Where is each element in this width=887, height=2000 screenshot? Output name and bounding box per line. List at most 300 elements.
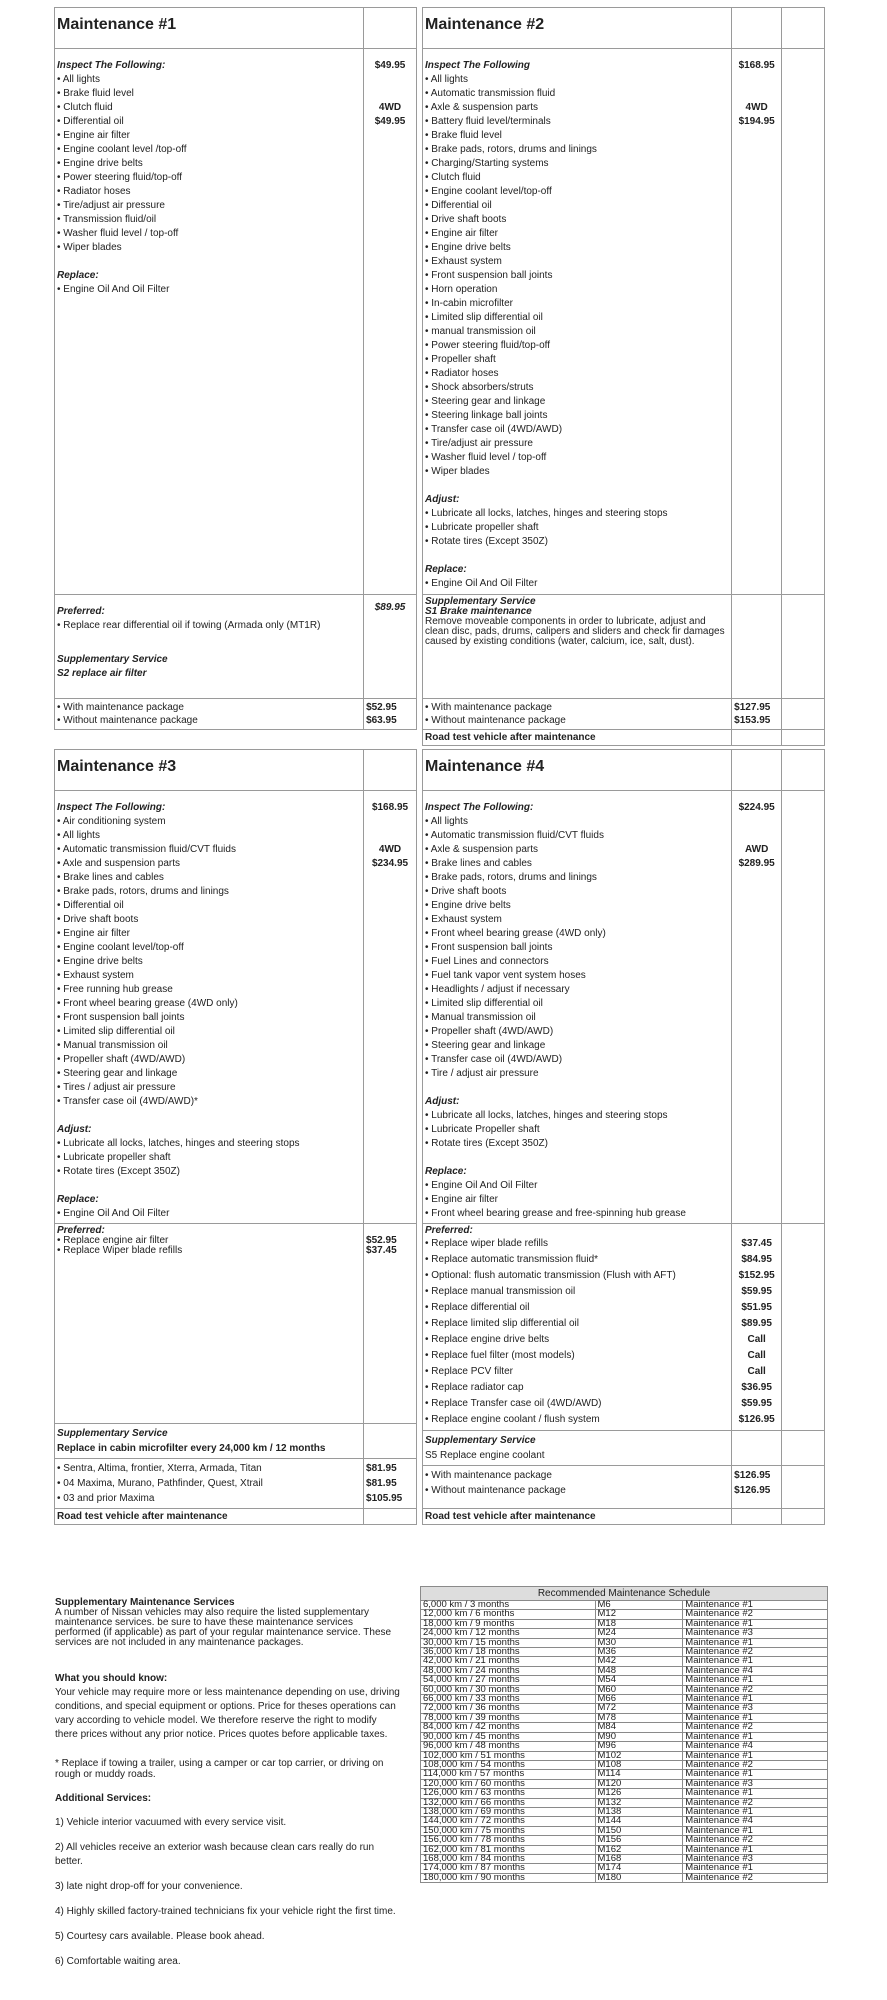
preferred-prices bbox=[366, 1236, 414, 1256]
schedule-code: M54 bbox=[595, 1676, 683, 1685]
schedule-maintenance: Maintenance #3 bbox=[683, 1779, 828, 1788]
list-item: 4WD bbox=[378, 102, 402, 113]
list-item: • Rotate tires (Except 350Z) bbox=[57, 1166, 180, 1177]
list-item: • Axle & suspension parts bbox=[425, 844, 539, 855]
list-item: • Replace engine drive belts bbox=[425, 1334, 550, 1345]
schedule-distance: 48,000 km / 24 months bbox=[421, 1666, 596, 1675]
schedule-code: M12 bbox=[595, 1610, 683, 1619]
inspect-list bbox=[57, 73, 361, 255]
list-item: • Brake fluid level bbox=[425, 130, 502, 141]
list-item: • Lubricate propeller shaft bbox=[57, 1152, 171, 1163]
list-item: • Automatic transmission fluid/CVT fluids bbox=[425, 830, 604, 841]
list-item: • Replace limited slip differential oil bbox=[425, 1318, 579, 1329]
list-item: • Drive shaft boots bbox=[57, 914, 139, 925]
schedule-maintenance: Maintenance #2 bbox=[683, 1610, 828, 1619]
adjust-list bbox=[425, 1109, 729, 1151]
list-item: • Optional: flush automatic transmission (Flush with AFT) bbox=[425, 1270, 676, 1281]
list-item: • Power steering fluid/top-off bbox=[57, 172, 183, 183]
schedule-distance: 126,000 km / 63 months bbox=[421, 1789, 596, 1798]
list-item: • Engine Oil And Oil Filter bbox=[425, 578, 538, 589]
maintenance-4-title: Maintenance #4 bbox=[423, 750, 732, 791]
schedule-distance: 12,000 km / 6 months bbox=[421, 1610, 596, 1619]
schedule-code: M162 bbox=[595, 1845, 683, 1854]
supplementary-services-title: Supplementary Maintenance Services bbox=[55, 1597, 235, 1608]
list-item: • Limited slip differential oil bbox=[57, 1026, 175, 1037]
schedule-distance: 84,000 km / 42 months bbox=[421, 1723, 596, 1732]
list-item: • Manual transmission oil bbox=[425, 1012, 536, 1023]
schedule-maintenance: Maintenance #1 bbox=[683, 1676, 828, 1685]
list-item: • All lights bbox=[57, 74, 100, 85]
without-package-price: $153.95 bbox=[734, 715, 771, 726]
maintenance-1-table bbox=[54, 7, 417, 730]
additional-services-list bbox=[55, 1816, 400, 1969]
item-price: Call bbox=[747, 1350, 766, 1361]
schedule-distance: 144,000 km / 72 months bbox=[421, 1817, 596, 1826]
list-item: • Radiator hoses bbox=[425, 368, 499, 379]
list-item bbox=[734, 73, 779, 87]
maintenance-schedule-table bbox=[420, 1586, 828, 1883]
list-item: • All lights bbox=[425, 74, 468, 85]
list-item: • Replace automatic transmission fluid* bbox=[425, 1254, 599, 1265]
list-item: • Tire/adjust air pressure bbox=[425, 438, 533, 449]
schedule-distance: 54,000 km / 27 months bbox=[421, 1676, 596, 1685]
adjust-heading: Adjust: bbox=[425, 494, 460, 505]
list-item: • Engine drive belts bbox=[425, 900, 511, 911]
supplementary-heading: Supplementary Service bbox=[425, 1435, 536, 1446]
without-package-price: $126.95 bbox=[734, 1485, 771, 1496]
list-item: • Propeller shaft (4WD/AWD) bbox=[425, 1026, 554, 1037]
list-item: $168.95 bbox=[371, 802, 409, 813]
list-item: • Washer fluid level / top-off bbox=[425, 452, 547, 463]
table-row bbox=[421, 1873, 828, 1882]
schedule-maintenance: Maintenance #3 bbox=[683, 1704, 828, 1713]
list-item: • Free running hub grease bbox=[57, 984, 173, 995]
list-item: • Lubricate all locks, latches, hinges and steering stops bbox=[57, 1138, 300, 1149]
list-item: • Front wheel bearing grease and free-spinning hub grease bbox=[425, 1208, 686, 1219]
list-item: • Exhaust system bbox=[425, 256, 502, 267]
with-package-price: $126.95 bbox=[734, 1470, 771, 1481]
schedule-maintenance: Maintenance #2 bbox=[683, 1798, 828, 1807]
supplementary-item: Replace in cabin microfilter every 24,000 km / 12 months bbox=[57, 1443, 326, 1454]
schedule-maintenance: Maintenance #2 bbox=[683, 1685, 828, 1694]
without-package-label: • Without maintenance package bbox=[57, 715, 198, 726]
item-price: $81.95 bbox=[366, 1478, 397, 1489]
list-item: • Replace rear differential oil if towing (Armada only (MT1R) bbox=[57, 620, 321, 631]
list-item: • Brake lines and cables bbox=[425, 858, 532, 869]
item-price: $37.45 bbox=[366, 1245, 397, 1256]
without-package-label: • Without maintenance package bbox=[425, 715, 566, 726]
replace-heading: Replace: bbox=[57, 270, 99, 281]
list-item: • Exhaust system bbox=[57, 970, 134, 981]
schedule-maintenance: Maintenance #1 bbox=[683, 1638, 828, 1647]
schedule-code: M132 bbox=[595, 1798, 683, 1807]
with-package-label: • With maintenance package bbox=[57, 702, 184, 713]
list-item: 4WD bbox=[745, 102, 768, 113]
list-item: • Drive shaft boots bbox=[425, 886, 507, 897]
additional-service-item: 4) Highly skilled factory-trained technicians fix your vehicle right the first time. bbox=[55, 1906, 396, 1917]
additional-service-item: 3) late night drop-off for your convenience. bbox=[55, 1881, 243, 1892]
schedule-distance: 96,000 km / 48 months bbox=[421, 1742, 596, 1751]
list-item: • Rotate tires (Except 350Z) bbox=[425, 1138, 548, 1149]
maintenance-4-panel bbox=[422, 749, 825, 1525]
schedule-maintenance: Maintenance #1 bbox=[683, 1695, 828, 1704]
schedule-code: M156 bbox=[595, 1836, 683, 1845]
list-item: • Wiper blades bbox=[425, 466, 490, 477]
list-item: • Manual transmission oil bbox=[57, 1040, 168, 1051]
with-package-price: $52.95 bbox=[366, 702, 397, 713]
list-item: • Steering gear and linkage bbox=[425, 396, 546, 407]
list-item: • Fuel tank vapor vent system hoses bbox=[425, 970, 586, 981]
schedule-distance: 6,000 km / 3 months bbox=[421, 1601, 596, 1610]
list-item: • Differential oil bbox=[57, 900, 124, 911]
list-item: • Horn operation bbox=[425, 284, 498, 295]
schedule-maintenance: Maintenance #1 bbox=[683, 1807, 828, 1816]
schedule-code: M138 bbox=[595, 1807, 683, 1816]
list-item: • Axle and suspension parts bbox=[57, 858, 181, 869]
schedule-distance: 108,000 km / 54 months bbox=[421, 1760, 596, 1769]
list-item: • Replace Transfer case oil (4WD/AWD) bbox=[425, 1398, 602, 1409]
maintenance-1-title: Maintenance #1 bbox=[55, 8, 364, 49]
supplementary-heading: Supplementary Service bbox=[425, 596, 536, 607]
list-item: • Engine Oil And Oil Filter bbox=[425, 1180, 538, 1191]
price-list bbox=[734, 801, 779, 871]
schedule-maintenance: Maintenance #3 bbox=[683, 1854, 828, 1863]
list-item bbox=[734, 87, 779, 101]
list-item: • 03 and prior Maxima bbox=[57, 1493, 155, 1504]
list-item: • Limited slip differential oil bbox=[425, 998, 543, 1009]
schedule-code: M78 bbox=[595, 1713, 683, 1722]
price-list bbox=[734, 59, 779, 129]
schedule-maintenance: Maintenance #2 bbox=[683, 1648, 828, 1657]
list-item: • Front wheel bearing grease (4WD only) bbox=[57, 998, 238, 1009]
schedule-code: M96 bbox=[595, 1742, 683, 1751]
schedule-code: M126 bbox=[595, 1789, 683, 1798]
schedule-code: M6 bbox=[595, 1601, 683, 1610]
schedule-distance: 36,000 km / 18 months bbox=[421, 1648, 596, 1657]
notes-section bbox=[55, 1597, 400, 1980]
list-item: • Propeller shaft bbox=[425, 354, 496, 365]
schedule-code: M168 bbox=[595, 1854, 683, 1863]
item-price: $105.95 bbox=[366, 1493, 403, 1504]
list-item: • Tire/adjust air pressure bbox=[57, 200, 165, 211]
list-item: • All lights bbox=[57, 830, 100, 841]
schedule-maintenance: Maintenance #1 bbox=[683, 1732, 828, 1741]
list-item: • Engine air filter bbox=[425, 228, 498, 239]
with-package-price: $127.95 bbox=[734, 702, 771, 713]
schedule-maintenance: Maintenance #1 bbox=[683, 1789, 828, 1798]
inspect-heading: Inspect The Following bbox=[425, 60, 530, 71]
schedule-distance: 18,000 km / 9 months bbox=[421, 1619, 596, 1628]
schedule-code: M108 bbox=[595, 1760, 683, 1769]
list-item: • Automatic transmission fluid/CVT fluids bbox=[57, 844, 236, 855]
list-item bbox=[734, 815, 779, 829]
list-item: • All lights bbox=[425, 816, 468, 827]
list-item: • Radiator hoses bbox=[57, 186, 131, 197]
list-item: • Replace engine air filter bbox=[57, 1235, 169, 1246]
list-item: • Front suspension ball joints bbox=[57, 1012, 185, 1023]
list-item: • Replace engine coolant / flush system bbox=[425, 1414, 600, 1425]
schedule-maintenance: Maintenance #4 bbox=[683, 1742, 828, 1751]
list-item: • Clutch fluid bbox=[425, 172, 481, 183]
preferred-heading: Preferred: bbox=[57, 606, 105, 617]
item-price: $81.95 bbox=[366, 1463, 397, 1474]
supplementary-heading: Supplementary Service bbox=[57, 654, 168, 665]
list-item bbox=[366, 815, 414, 829]
list-item bbox=[366, 829, 414, 843]
schedule-maintenance: Maintenance #2 bbox=[683, 1836, 828, 1845]
supplementary-services-text: A number of Nissan vehicles may also require the listed supplementary maintenance services. be sure to have these maintenance services performed (if applicable) as part of your regular maintenance service. These services are not included in any maintenance packages. bbox=[55, 1607, 392, 1648]
schedule-distance: 102,000 km / 51 months bbox=[421, 1751, 596, 1760]
list-item: • Front suspension ball joints bbox=[425, 942, 553, 953]
item-price: $59.95 bbox=[741, 1286, 772, 1297]
list-item: • Front suspension ball joints bbox=[425, 270, 553, 281]
list-item: • Steering gear and linkage bbox=[57, 1068, 178, 1079]
replace-list bbox=[425, 1179, 729, 1221]
schedule-code: M60 bbox=[595, 1685, 683, 1694]
list-item: $49.95 bbox=[374, 60, 406, 71]
maintenance-3-panel bbox=[54, 749, 417, 1525]
list-item: • Transfer case oil (4WD/AWD)* bbox=[57, 1096, 198, 1107]
supplementary-sub: S1 Brake maintenance bbox=[425, 606, 532, 617]
schedule-code: M42 bbox=[595, 1657, 683, 1666]
schedule-code: M102 bbox=[595, 1751, 683, 1760]
list-item: • Headlights / adjust if necessary bbox=[425, 984, 570, 995]
list-item: • Clutch fluid bbox=[57, 102, 113, 113]
list-item: • Wiper blades bbox=[57, 242, 122, 253]
schedule-maintenance: Maintenance #1 bbox=[683, 1751, 828, 1760]
list-item: • Shock absorbers/struts bbox=[425, 382, 534, 393]
list-item: • Differential oil bbox=[425, 200, 492, 211]
schedule-maintenance: Maintenance #1 bbox=[683, 1826, 828, 1835]
list-item: • Lubricate all locks, latches, hinges and steering stops bbox=[425, 1110, 668, 1121]
adjust-list bbox=[57, 1137, 361, 1179]
with-package-label: • With maintenance package bbox=[425, 1470, 552, 1481]
schedule-code: M90 bbox=[595, 1732, 683, 1741]
supplementary-heading: Supplementary Service bbox=[57, 1428, 168, 1439]
list-item: • Battery fluid level/terminals bbox=[425, 116, 551, 127]
schedule-code: M144 bbox=[595, 1817, 683, 1826]
schedule-code: M114 bbox=[595, 1770, 683, 1779]
schedule-maintenance: Maintenance #4 bbox=[683, 1817, 828, 1826]
list-item: $224.95 bbox=[738, 802, 775, 813]
schedule-code: M48 bbox=[595, 1666, 683, 1675]
adjust-heading: Adjust: bbox=[425, 1096, 460, 1107]
list-item: • Brake lines and cables bbox=[57, 872, 164, 883]
schedule-code: M174 bbox=[595, 1864, 683, 1873]
maintenance-3-table bbox=[54, 749, 417, 1525]
list-item: • In-cabin microfilter bbox=[425, 298, 513, 309]
list-item: $49.95 bbox=[374, 116, 406, 127]
preferred-heading: Preferred: bbox=[57, 1225, 105, 1236]
inspect-heading: Inspect The Following: bbox=[425, 802, 534, 813]
schedule-distance: 72,000 km / 36 months bbox=[421, 1704, 596, 1713]
list-item: • Brake fluid level bbox=[57, 88, 134, 99]
list-item bbox=[366, 73, 414, 87]
list-item: $289.95 bbox=[738, 858, 775, 869]
list-item: • Lubricate Propeller shaft bbox=[425, 1124, 540, 1135]
list-item: • Replace radiator cap bbox=[425, 1382, 524, 1393]
schedule-maintenance: Maintenance #1 bbox=[683, 1657, 828, 1666]
list-item: • Propeller shaft (4WD/AWD) bbox=[57, 1054, 186, 1065]
replace-heading: Replace: bbox=[425, 1166, 467, 1177]
list-item: • Power steering fluid/top-off bbox=[425, 340, 551, 351]
schedule-maintenance: Maintenance #2 bbox=[683, 1873, 828, 1882]
supplementary-text: Remove moveable components in order to lubricate, adjust and clean disc, pads, drums, calipers and sliders and check fir damages caused by existing conditions (water, calcium, ice, salt, dust). bbox=[425, 616, 725, 647]
list-item: • Automatic transmission fluid bbox=[425, 88, 556, 99]
maintenance-4-table bbox=[422, 749, 825, 1525]
additional-service-item: 2) All vehicles receive an exterior wash because clean cars really do run better. bbox=[55, 1842, 375, 1867]
schedule-maintenance: Maintenance #2 bbox=[683, 1723, 828, 1732]
list-item: • manual transmission oil bbox=[425, 326, 536, 337]
schedule-maintenance: Maintenance #2 bbox=[683, 1760, 828, 1769]
schedule-distance: 60,000 km / 30 months bbox=[421, 1685, 596, 1694]
schedule-distance: 120,000 km / 60 months bbox=[421, 1779, 596, 1788]
schedule-maintenance: Maintenance #1 bbox=[683, 1713, 828, 1722]
list-item: • Engine drive belts bbox=[57, 158, 143, 169]
schedule-code: M180 bbox=[595, 1873, 683, 1882]
schedule-code: M36 bbox=[595, 1648, 683, 1657]
list-item: • Limited slip differential oil bbox=[425, 312, 543, 323]
replace-list bbox=[57, 283, 361, 297]
list-item: • 04 Maxima, Murano, Pathfinder, Quest, Xtrail bbox=[57, 1478, 263, 1489]
list-item: • Replace PCV filter bbox=[425, 1366, 513, 1377]
list-item: • Engine air filter bbox=[57, 130, 130, 141]
schedule-distance: 30,000 km / 15 months bbox=[421, 1638, 596, 1647]
schedule-title: Recommended Maintenance Schedule bbox=[421, 1587, 828, 1601]
replace-list bbox=[425, 577, 729, 591]
list-item: • Drive shaft boots bbox=[425, 214, 507, 225]
list-item: • Front wheel bearing grease (4WD only) bbox=[425, 928, 606, 939]
road-test: Road test vehicle after maintenance bbox=[423, 730, 732, 746]
supplementary-item: S5 Replace engine coolant bbox=[425, 1450, 545, 1461]
list-item: • Replace fuel filter (most models) bbox=[425, 1350, 575, 1361]
list-item: • Charging/Starting systems bbox=[425, 158, 549, 169]
schedule-distance: 78,000 km / 39 months bbox=[421, 1713, 596, 1722]
road-test: Road test vehicle after maintenance bbox=[55, 1509, 364, 1525]
list-item: • Replace Wiper blade refills bbox=[57, 1245, 183, 1256]
item-price: $52.95 bbox=[366, 1235, 397, 1246]
schedule-distance: 156,000 km / 78 months bbox=[421, 1836, 596, 1845]
replace-heading: Replace: bbox=[57, 1194, 99, 1205]
list-item: 4WD bbox=[378, 844, 402, 855]
preferred-heading: Preferred: bbox=[425, 1225, 473, 1236]
schedule-code: M84 bbox=[595, 1723, 683, 1732]
inspect-list bbox=[425, 73, 729, 479]
list-item: • Engine Oil And Oil Filter bbox=[57, 1208, 170, 1219]
preferred-prices bbox=[734, 1236, 779, 1428]
item-price: $126.95 bbox=[738, 1414, 775, 1425]
inspect-list bbox=[425, 815, 729, 1081]
list-item: • Brake pads, rotors, drums and linings bbox=[425, 144, 597, 155]
schedule-maintenance: Maintenance #1 bbox=[683, 1601, 828, 1610]
schedule-maintenance: Maintenance #4 bbox=[683, 1666, 828, 1675]
additional-service-item: 1) Vehicle interior vacuumed with every service visit. bbox=[55, 1817, 287, 1828]
maintenance-2-table bbox=[422, 7, 825, 746]
list-item: • Tires / adjust air pressure bbox=[57, 1082, 176, 1093]
vehicle-list bbox=[55, 1459, 363, 1508]
with-package-label: • With maintenance package bbox=[425, 702, 552, 713]
road-test: Road test vehicle after maintenance bbox=[423, 1509, 732, 1525]
supplementary-item: S2 replace air filter bbox=[57, 668, 147, 679]
schedule-distance: 66,000 km / 33 months bbox=[421, 1695, 596, 1704]
additional-services-title: Additional Services: bbox=[55, 1793, 152, 1804]
list-item: $194.95 bbox=[738, 116, 775, 127]
list-item: • Steering gear and linkage bbox=[425, 1040, 546, 1051]
additional-service-item: 6) Comfortable waiting area. bbox=[55, 1956, 181, 1967]
inspect-heading: Inspect The Following: bbox=[57, 60, 166, 71]
schedule-maintenance: Maintenance #1 bbox=[683, 1864, 828, 1873]
schedule-distance: 174,000 km / 87 months bbox=[421, 1864, 596, 1873]
list-item: • Axle & suspension parts bbox=[425, 102, 539, 113]
list-item: • Rotate tires (Except 350Z) bbox=[425, 536, 548, 547]
list-item: • Engine coolant level/top-off bbox=[57, 942, 184, 953]
schedule-distance: 138,000 km / 69 months bbox=[421, 1807, 596, 1816]
schedule-maintenance: Maintenance #1 bbox=[683, 1619, 828, 1628]
preferred-list bbox=[425, 1236, 729, 1428]
list-item: • Engine drive belts bbox=[57, 956, 143, 967]
what-to-know-title: What you should know: bbox=[55, 1673, 168, 1684]
list-item: • Engine coolant level /top-off bbox=[57, 144, 187, 155]
list-item: • Replace manual transmission oil bbox=[425, 1286, 576, 1297]
inspect-heading: Inspect The Following: bbox=[57, 802, 166, 813]
schedule-distance: 114,000 km / 57 months bbox=[421, 1770, 596, 1779]
schedule-distance: 90,000 km / 45 months bbox=[421, 1732, 596, 1741]
list-item: • Replace differential oil bbox=[425, 1302, 530, 1313]
schedule-distance: 150,000 km / 75 months bbox=[421, 1826, 596, 1835]
item-price: $59.95 bbox=[741, 1398, 772, 1409]
item-price: $152.95 bbox=[738, 1270, 775, 1281]
schedule-distance: 24,000 km / 12 months bbox=[421, 1629, 596, 1638]
list-item: $234.95 bbox=[371, 858, 409, 869]
schedule-maintenance: Maintenance #1 bbox=[683, 1845, 828, 1854]
preferred-list bbox=[57, 1236, 361, 1256]
preferred-list bbox=[57, 619, 361, 633]
replace-heading: Replace: bbox=[425, 564, 467, 575]
list-item: • Engine Oil And Oil Filter bbox=[57, 284, 170, 295]
vehicle-prices bbox=[364, 1459, 416, 1508]
list-item: • Engine drive belts bbox=[425, 242, 511, 253]
schedule-maintenance: Maintenance #3 bbox=[683, 1629, 828, 1638]
schedule-code: M72 bbox=[595, 1704, 683, 1713]
schedule-distance: 168,000 km / 84 months bbox=[421, 1854, 596, 1863]
list-item: • Differential oil bbox=[57, 116, 124, 127]
item-price: $37.45 bbox=[741, 1238, 772, 1249]
schedule-distance: 180,000 km / 90 months bbox=[421, 1873, 596, 1882]
maintenance-2-title: Maintenance #2 bbox=[423, 8, 732, 49]
without-package-price: $63.95 bbox=[366, 715, 397, 726]
item-price: $36.95 bbox=[741, 1382, 772, 1393]
list-item bbox=[366, 87, 414, 101]
adjust-list bbox=[425, 507, 729, 549]
item-price: Call bbox=[747, 1366, 766, 1377]
preferred-price: $89.95 bbox=[374, 602, 406, 613]
list-item: • Lubricate all locks, latches, hinges and steering stops bbox=[425, 508, 668, 519]
maintenance-2-panel bbox=[422, 7, 825, 746]
what-to-know-text: Your vehicle may require more or less maintenance depending on use, driving conditions, and special equipment or options. Price for theses operations can vary according to vehicle model. We therefore reserve the right to modify there prices without any prior notice. Prices quotes before applicable taxes. bbox=[55, 1687, 400, 1740]
schedule-code: M18 bbox=[595, 1619, 683, 1628]
additional-service-item: 5) Courtesy cars available. Please book ahead. bbox=[55, 1931, 265, 1942]
list-item: • Transmission fluid/oil bbox=[57, 214, 157, 225]
list-item: • Sentra, Altima, frontier, Xterra, Armada, Titan bbox=[57, 1463, 262, 1474]
schedule-code: M66 bbox=[595, 1695, 683, 1704]
list-item: • Transfer case oil (4WD/AWD) bbox=[425, 424, 563, 435]
schedule-code: M30 bbox=[595, 1638, 683, 1647]
maintenance-3-title: Maintenance #3 bbox=[55, 750, 364, 791]
schedule-code: M120 bbox=[595, 1779, 683, 1788]
list-item: AWD bbox=[744, 844, 769, 855]
item-price: Call bbox=[747, 1334, 766, 1345]
item-price: $51.95 bbox=[741, 1302, 772, 1313]
